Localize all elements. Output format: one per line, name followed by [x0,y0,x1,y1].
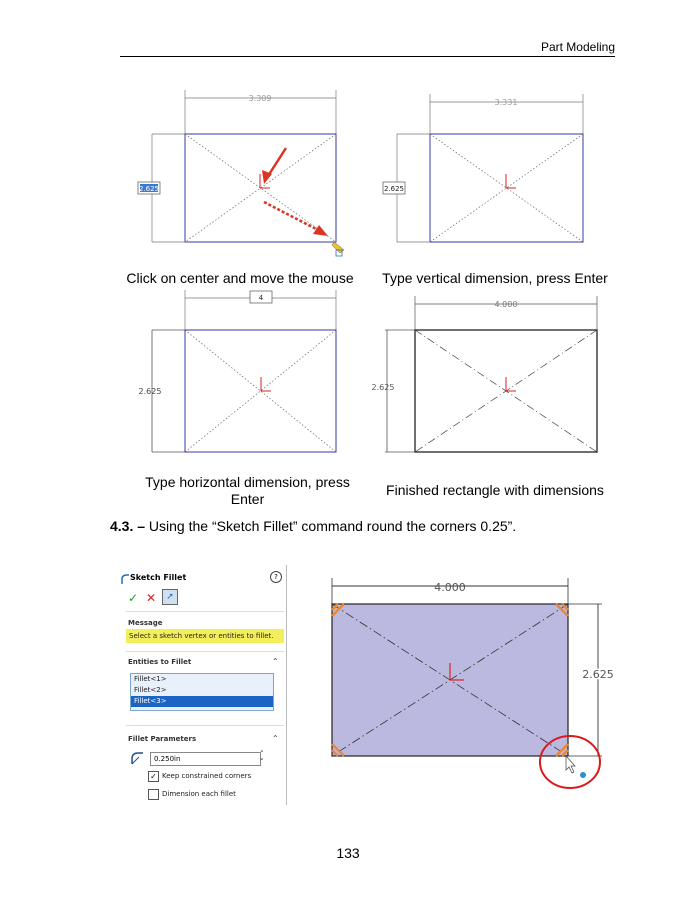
figure-4-top-dim: 4.000 [494,300,518,309]
cancel-button[interactable]: ✕ [146,591,157,605]
list-item[interactable]: Fillet<3> [131,696,273,707]
message-text: Select a sketch vertex or entities to fillet. [126,629,284,643]
figure-5-top-dim: 4.000 [434,581,466,594]
figure-2-drawing [375,90,605,260]
params-collapse-icon[interactable]: ⌃ [272,734,279,743]
figure-3-caption: Type horizontal dimension, press Enter [145,474,350,507]
dimension-each-checkbox[interactable] [148,789,159,800]
keep-constrained-checkbox[interactable]: ✓ [148,771,159,782]
figure-2-top-dim: 3.331 [494,98,518,107]
sketch-fillet-panel [120,565,288,805]
figure-3-top-dim: 4 [258,294,264,302]
list-item[interactable]: Fillet<1> [134,675,167,683]
figure-4 [371,288,605,458]
figure-2 [375,90,605,260]
pin-button[interactable]: ➚ [162,589,178,605]
figure-5-drawing [310,570,614,800]
fillet-radius-input[interactable]: 0.250in [150,752,261,766]
section-heading [110,518,516,534]
entities-list[interactable] [130,673,274,711]
help-icon[interactable]: ? [270,571,282,583]
list-item[interactable]: Fillet<2> [134,686,167,694]
figure-4-drawing [371,288,605,458]
radius-icon [130,751,144,765]
figure-2-caption: Type vertical dimension, press Enter [382,270,608,286]
message-label: Message [128,619,163,627]
figure-1-drawing [130,90,360,260]
panel-divider [286,565,287,805]
figure-1-top-dim: 3.309 [248,94,272,103]
figure-1-caption: Click on center and move the mouse [126,270,354,286]
ok-button[interactable]: ✓ [128,591,139,605]
page-number: 133 [336,845,360,861]
figure-2-side-dim: 2.625 [383,185,405,193]
entities-collapse-icon[interactable]: ⌃ [272,657,279,666]
keep-constrained-label: Keep constrained corners [162,772,252,780]
panel-title: Sketch Fillet [130,573,187,582]
page-header [120,40,615,57]
figure-1-side-dim: 2.625 [138,185,160,193]
figure-3-drawing [130,288,360,458]
figure-5-side-dim: 2.625 [582,668,614,681]
radius-stepper[interactable]: ˄ ˅ [260,750,264,766]
header-title: Part Modeling [540,40,615,54]
section-number: 4.3. – [110,518,146,534]
figure-1 [130,90,360,260]
section-text: Using the “Sketch Fillet” command round the corners 0.25”. [148,518,517,534]
dimension-each-label: Dimension each fillet [162,790,236,798]
params-label: Fillet Parameters [128,735,197,743]
figure-4-caption: Finished rectangle with dimensions [386,482,604,498]
figure-3 [130,288,360,458]
figure-5 [310,570,614,800]
figure-4-side-dim: 2.625 [371,383,395,392]
entities-label: Entities to Fillet [128,658,192,666]
figure-3-side-dim: 2.625 [138,387,162,396]
fillet-icon [120,573,130,585]
